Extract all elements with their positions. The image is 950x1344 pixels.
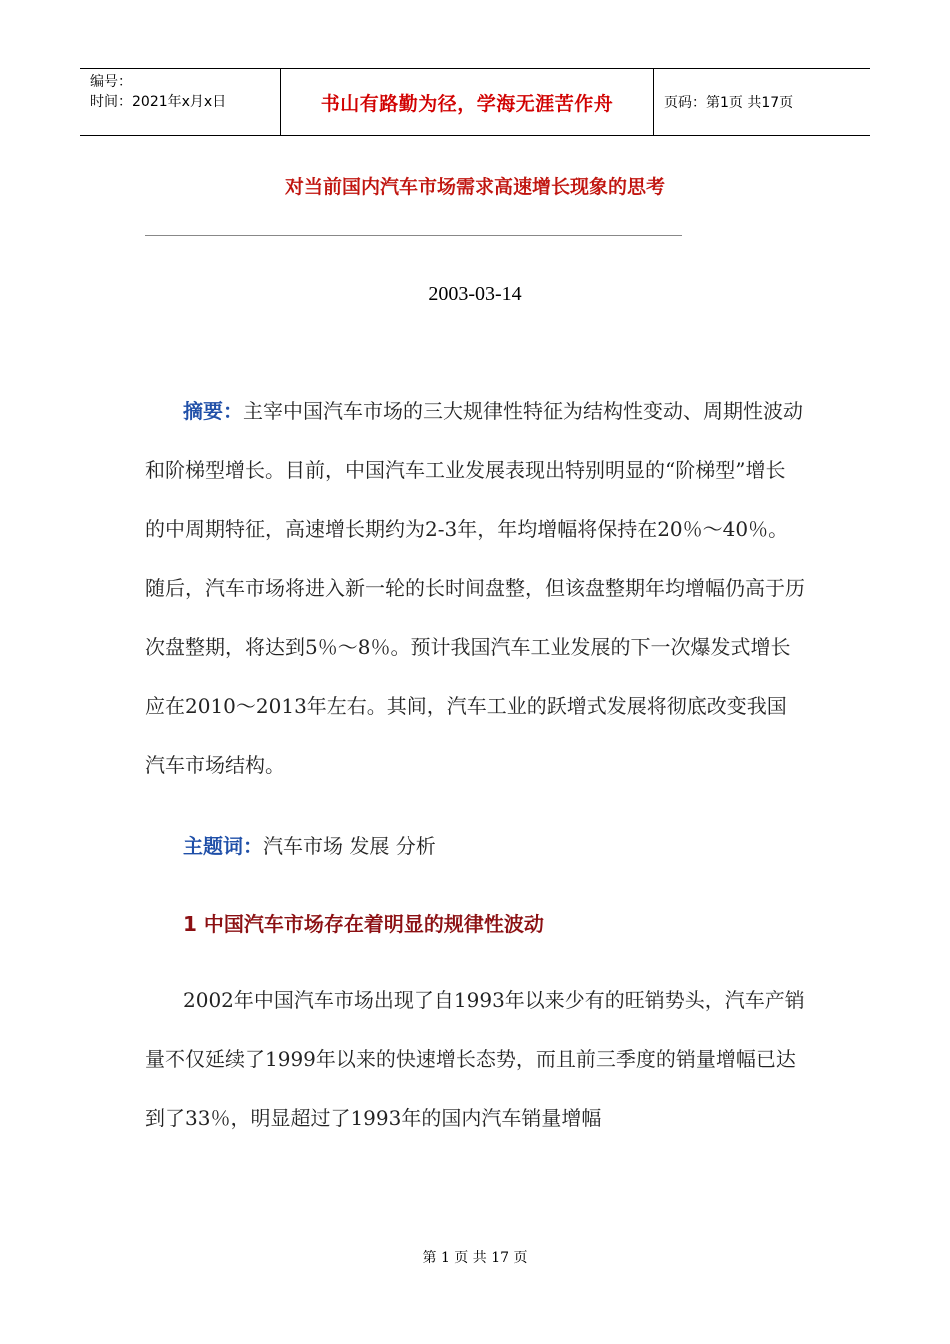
abstract-text: 主宰中国汽车市场的三大规律性特征为结构性变动、周期性波动和阶梯型增长。目前，中国汽车工业发展表现出特别明显的“阶梯型”增长的中周期特征，高速增长期约为2-3年，年均增幅将保持在20％～40％。随后，汽车市场将进入新一轮的长时间盘整，但该盘整期年均增幅仍高于历次盘整期，将达到5％～8％。预计我国汽车工业发展的下一次爆发式增长应在2010～2013年左右。其间，汽车工业的跃增式发展将彻底改变我国汽车市场结构。 [145,399,805,777]
number-label: 编号： [90,74,132,90]
abstract-label: 摘要： [183,399,243,423]
header-page-info: 页码：第1页 共17页 [664,95,794,111]
abstract-paragraph [145,382,805,795]
keywords-paragraph [145,817,805,876]
document-title: 对当前国内汽车市场需求高速增长现象的思考 [284,176,665,198]
section-heading: 1 中国汽车市场存在着明显的规律性波动 [183,912,544,936]
keywords-label: 主题词： [183,834,263,858]
title-divider [145,235,682,236]
keywords-text: 汽车市场 发展 分析 [263,834,436,858]
page-footer: 第 1 页 共 17 页 [422,1250,528,1266]
header-table [80,68,870,136]
time-label: 时间：2021年x月x日 [90,94,227,110]
header-meta-cell [80,69,281,135]
header-motto: 书山有路勤为径，学海无涯苦作舟 [281,69,654,135]
document-date: 2003-03-14 [428,283,522,305]
body-paragraph: 2002年中国汽车市场出现了自1993年以来少有的旺销势头，汽车产销量不仅延续了1999年以来的快速增长态势，而且前三季度的销量增幅已达到了33％，明显超过了1993年的国内汽车销量增幅 [145,988,805,1130]
